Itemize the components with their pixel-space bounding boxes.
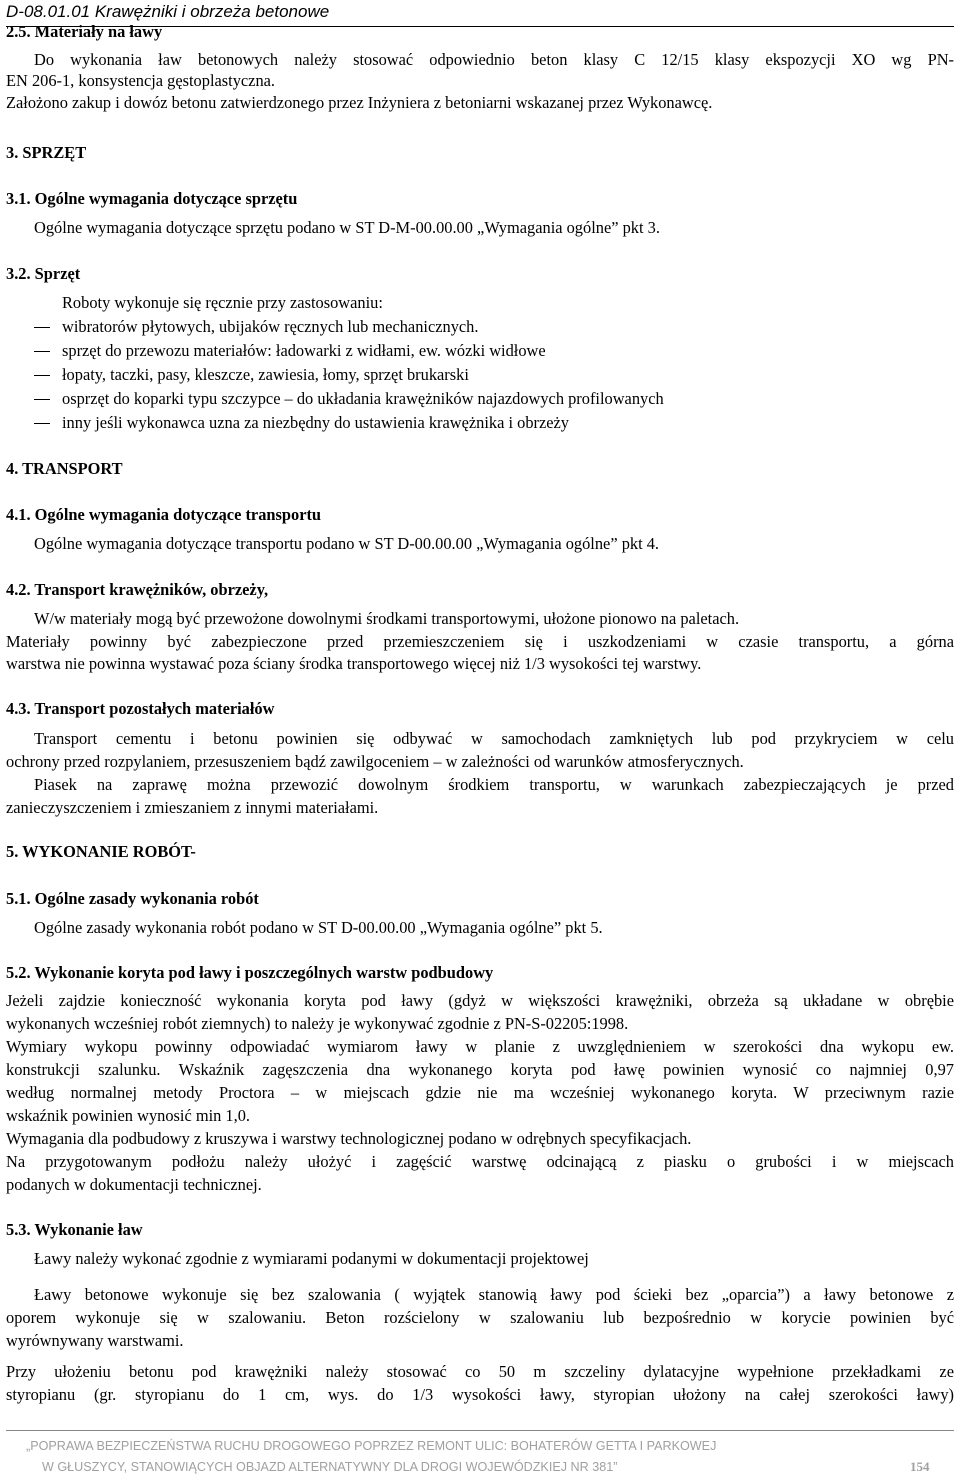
paragraph-line: Piasek na zaprawę można przewozić dowolnym środkiem transportu, w warunkach zabezpieczających je przed [34, 775, 954, 794]
paragraph-line: Wymiary wykopu powinny odpowiadać wymiarom ławy w planie z uwzględnieniem w szerokości dna wykopu ew. [6, 1037, 954, 1056]
footer-rule [6, 1430, 954, 1431]
section-heading-4-2: 4.2. Transport krawężników, obrzeży, [6, 580, 269, 599]
paragraph-line: Przy ułożeniu betonu pod krawężniki należy stosować co 50 m szczeliny dylatacyjne wypełnione przekładkami ze [6, 1362, 954, 1381]
section-heading-3-1: 3.1. Ogólne wymagania dotyczące sprzętu [6, 189, 298, 208]
list-item: inny jeśli wykonawca uzna za niezbędny do ustawienia krawężnika i obrzeży [62, 413, 569, 432]
paragraph-line: Ławy betonowe wykonuje się bez szalowania ( wyjątek stanowią ławy pod ścieki bez „oparcia”) a ławy betonowe z [34, 1285, 954, 1304]
list-item: wibratorów płytowych, ubijaków ręcznych lub mechanicznych. [62, 317, 479, 336]
paragraph-line: Transport cementu i betonu powinien się odbywać w samochodach zamkniętych lub pod przykryciem w celu [34, 729, 954, 748]
paragraph-line: oporem wykonuje się w szalowaniu. Beton rozścielony w szalowaniu lub bezpośrednio w korycie powinien być [6, 1308, 954, 1327]
paragraph-line: wykonanych wcześniej robót ziemnych) to należy je wykonywać zgodnie z PN-S-02205:1998. [6, 1014, 629, 1033]
section-heading-4: 4. TRANSPORT [6, 459, 123, 478]
paragraph-line: zanieczyszczeniem i zmieszaniem z innymi materiałami. [6, 798, 379, 817]
paragraph-line: styropianu (gr. styropianu do 1 cm, wys. do 1/3 wysokości ławy, styropian ułożony na całej szerokości ławy) [6, 1385, 954, 1404]
dash-bullet [34, 399, 50, 400]
paragraph-line: wskaźnik powinien wynosić min 1,0. [6, 1106, 251, 1125]
list-item: łopaty, taczki, pasy, kleszcze, zawiesia, łomy, sprzęt brukarski [62, 365, 469, 384]
section-heading-5-3: 5.3. Wykonanie ław [6, 1220, 143, 1239]
paragraph-line: Materiały powinny być zabezpieczone przed przemieszczeniem się i uszkodzeniami w czasie transportu, a górna [6, 632, 954, 651]
page-number: 154 [910, 1459, 930, 1474]
paragraph-line: W/w materiały mogą być przewożone dowolnymi środkami transportowymi, ułożone pionowo na paletach. [34, 609, 740, 628]
section-heading-3: 3. SPRZĘT [6, 143, 87, 162]
paragraph-line: podanych w dokumentacji technicznej. [6, 1175, 262, 1194]
section-heading-5-1: 5.1. Ogólne zasady wykonania robót [6, 889, 259, 908]
paragraph-line: Jeżeli zajdzie konieczność wykonania koryta pod ławy (gdyż w większości krawężniki, obrzeża są układane w obrębie [6, 991, 954, 1010]
footer-line: W GŁUSZYCY, STANOWIĄCYCH OBJAZD ALTERNATYWNY DLA DROGI WOJEWÓDZKIEJ NR 381” [42, 1460, 618, 1474]
page-header: D-08.01.01 Krawężniki i obrzeża betonowe [6, 0, 954, 27]
paragraph-line: Ogólne wymagania dotyczące sprzętu podano w ST D-M-00.00.00 „Wymagania ogólne” pkt 3. [34, 218, 660, 237]
dash-bullet [34, 423, 50, 424]
footer-line: „POPRAWA BEZPIECZEŃSTWA RUCHU DROGOWEGO POPRZEZ REMONT ULIC: BOHATERÓW GETTA I PARKOWEJ [26, 1439, 717, 1453]
paragraph-line: Wymagania dla podbudowy z kruszywa i warstwy technologicznej podano w odrębnych specyfikacjach. [6, 1129, 692, 1148]
paragraph-line: Założono zakup i dowóz betonu zatwierdzonego przez Inżyniera z betoniarni wskazanej przez Wykonawcę. [6, 93, 713, 112]
section-heading-2-5: 2.5. Materiały na ławy [6, 22, 163, 41]
paragraph-line: konstrukcji szalunku. Wskaźnik zagęszczenia dna wykonanego koryta pod ławę powinien wynosić co najmniej 0,97 [6, 1060, 954, 1079]
paragraph-line: Ogólne wymagania dotyczące transportu podano w ST D-00.00.00 „Wymagania ogólne” pkt 4. [34, 534, 660, 553]
list-intro: Roboty wykonuje się ręcznie przy zastosowaniu: [62, 293, 383, 312]
paragraph-line: ochrony przed rozpylaniem, przesuszeniem bądź zawilgoceniem – w zależności od warunków atmosferycznych. [6, 752, 744, 771]
paragraph-line: Ogólne zasady wykonania robót podano w ST D-00.00.00 „Wymagania ogólne” pkt 5. [34, 918, 603, 937]
dash-bullet [34, 375, 50, 376]
paragraph-line: Na przygotowanym podłożu należy ułożyć i zagęścić warstwę odcinającą z piasku o grubości i w miejscach [6, 1152, 954, 1171]
paragraph-line: Do wykonania ław betonowych należy stosować odpowiednio beton klasy C 12/15 klasy ekspozycji XO wg PN- [34, 50, 954, 69]
paragraph-line: Ławy należy wykonać zgodnie z wymiarami podanymi w dokumentacji projektowej [34, 1249, 589, 1268]
paragraph-line: warstwa nie powinna wystawać poza ściany środka transportowego więcej niż 1/3 wysokości tej warstwy. [6, 654, 702, 673]
section-heading-5-2: 5.2. Wykonanie koryta pod ławy i poszczególnych warstw podbudowy [6, 963, 494, 982]
section-heading-4-3: 4.3. Transport pozostałych materiałów [6, 699, 275, 718]
paragraph-line: według normalnej metody Proctora – w miejscach gdzie nie ma wcześniej wykonanego koryta. W przeciwnym razie [6, 1083, 954, 1102]
list-item: osprzęt do koparki typu szczypce – do układania krawężników najazdowych profilowanych [62, 389, 664, 408]
section-heading-5: 5. WYKONANIE ROBÓT- [6, 842, 196, 861]
section-heading-4-1: 4.1. Ogólne wymagania dotyczące transportu [6, 505, 322, 524]
dash-bullet [34, 327, 50, 328]
paragraph-line: EN 206-1, konsystencja gęstoplastyczna. [6, 71, 276, 90]
section-heading-3-2: 3.2. Sprzęt [6, 264, 81, 283]
paragraph-line: wyrównywany warstwami. [6, 1331, 184, 1350]
list-item: sprzęt do przewozu materiałów: ładowarki z widłami, ew. wózki widłowe [62, 341, 546, 360]
dash-bullet [34, 351, 50, 352]
